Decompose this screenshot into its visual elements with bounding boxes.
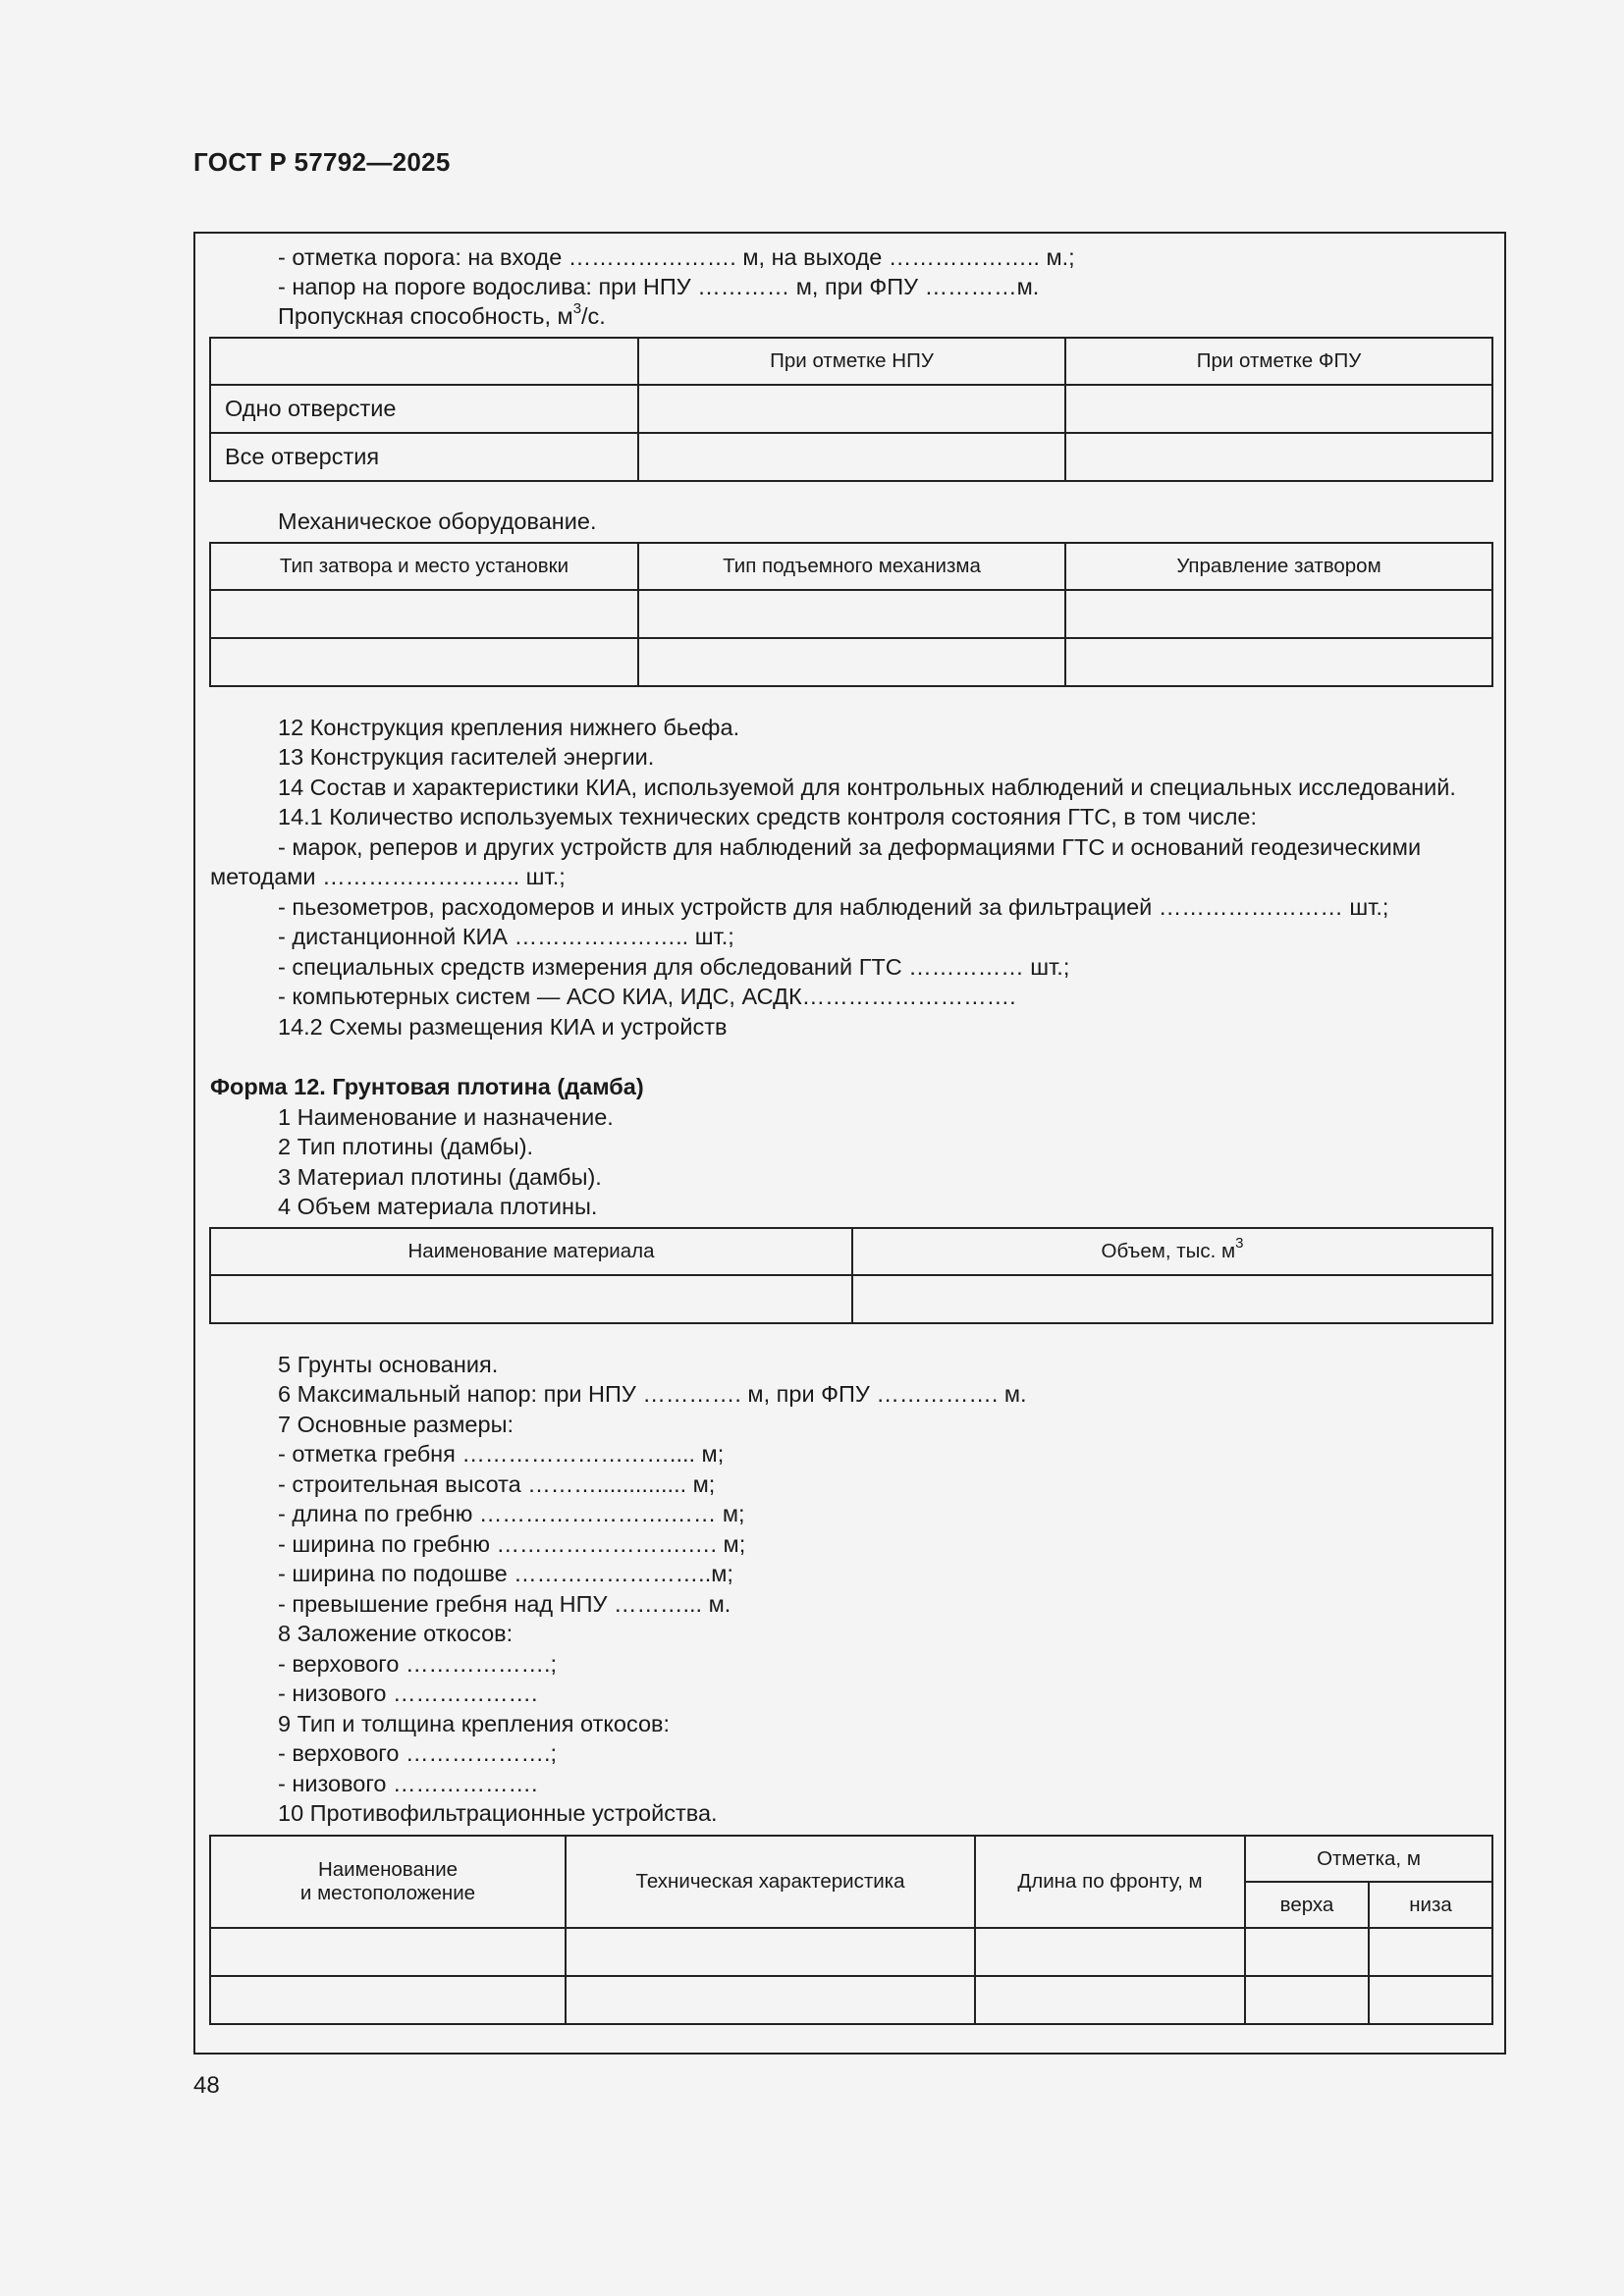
name-header-line-2: и местоположение bbox=[299, 1882, 476, 1904]
table-cell bbox=[1369, 1976, 1492, 2024]
table-cell: Все отверстия bbox=[210, 433, 638, 481]
table-row bbox=[210, 385, 1492, 433]
text-line: 6 Максимальный напор: при НПУ …………. м, при ФПУ ……………. м. bbox=[278, 1381, 1027, 1407]
text-line: - марок, реперов и других устройств для наблюдений за деформациями ГТС и оснований геодезическими bbox=[278, 834, 1422, 860]
table-row bbox=[210, 590, 1492, 638]
table-row bbox=[210, 1976, 1492, 2024]
text-line: 7 Основные размеры: bbox=[278, 1412, 514, 1437]
text-line-threshold: - отметка порога: на входе …………………. м, на выходе ……………….. м.; bbox=[278, 244, 1075, 270]
text-line-head: - напор на пороге водослива: при НПУ ………… м, при ФПУ …………м. bbox=[278, 274, 1040, 299]
table-cell bbox=[210, 638, 638, 686]
text-line: - компьютерных систем — АСО КИА, ИДС, АСДК………………………. bbox=[278, 984, 1016, 1009]
mech-heading: Механическое оборудование. bbox=[278, 508, 597, 534]
text-line: - превышение гребня над НПУ ………... м. bbox=[278, 1591, 731, 1617]
table-cell bbox=[638, 638, 1065, 686]
text-line: 2 Тип плотины (дамбы). bbox=[278, 1134, 534, 1159]
text-line: 12 Конструкция крепления нижнего бьефа. bbox=[278, 715, 740, 740]
text-line: 5 Грунты основания. bbox=[278, 1352, 499, 1377]
text-line: 9 Тип и толщина крепления откосов: bbox=[278, 1711, 671, 1736]
table-cell bbox=[1245, 1976, 1369, 2024]
table-cell: Одно отверстие bbox=[210, 385, 638, 433]
table-row bbox=[210, 638, 1492, 686]
text-line: - ширина по подошве ……………………..м; bbox=[278, 1561, 733, 1586]
table-cell bbox=[210, 590, 638, 638]
name-header-line-1: Наименование bbox=[317, 1858, 459, 1881]
table-header-cell bbox=[210, 1836, 566, 1928]
table-header-cell: Отметка, м bbox=[1245, 1836, 1492, 1882]
table-header-cell: Длина по фронту, м bbox=[975, 1836, 1245, 1928]
volume-header-text: Объем, тыс. м bbox=[1101, 1240, 1236, 1262]
table-cell bbox=[210, 1928, 566, 1976]
text-line: - ширина по гребню …………………….…. м; bbox=[278, 1531, 746, 1557]
capacity-table bbox=[209, 337, 1493, 482]
capacity-label: Пропускная способность, м bbox=[278, 303, 573, 329]
text-line-capacity bbox=[278, 301, 606, 331]
capacity-sup: 3 bbox=[572, 300, 582, 318]
table-cell bbox=[1065, 433, 1492, 481]
text-line: 13 Конструкция гасителей энергии. bbox=[278, 744, 655, 770]
text-line: - пьезометров, расходомеров и иных устройств для наблюдений за фильтрацией …………………… шт.; bbox=[278, 894, 1389, 920]
text-line: 10 Противофильтрационные устройства. bbox=[278, 1800, 718, 1826]
text-line: - верхового ……………….; bbox=[278, 1651, 558, 1677]
table-cell bbox=[1369, 1928, 1492, 1976]
table-header-cell: низа bbox=[1369, 1882, 1492, 1928]
table-header-cell: Тип подъемного механизма bbox=[638, 543, 1065, 590]
text-line: - низового ………………. bbox=[278, 1681, 538, 1706]
table-header-cell: Тип затвора и место установки bbox=[210, 543, 638, 590]
capacity-unit: /с. bbox=[581, 303, 606, 329]
table-cell bbox=[852, 1275, 1492, 1323]
table-header-cell: При отметке ФПУ bbox=[1065, 338, 1492, 385]
table-cell bbox=[1065, 385, 1492, 433]
table-cell bbox=[975, 1928, 1245, 1976]
text-line: - специальных средств измерения для обследований ГТС …………… шт.; bbox=[278, 954, 1070, 980]
document-code-header: ГОСТ Р 57792—2025 bbox=[193, 147, 451, 177]
page-number: 48 bbox=[193, 2072, 220, 2099]
text-line: 3 Материал плотины (дамбы). bbox=[278, 1164, 602, 1190]
text-line: методами …………………….. шт.; bbox=[210, 864, 566, 889]
table-cell bbox=[1065, 638, 1492, 686]
text-line: 4 Объем материала плотины. bbox=[278, 1194, 598, 1219]
text-line: - длина по гребню …………………….…… м; bbox=[278, 1501, 745, 1526]
table-header-cell: Техническая характеристика bbox=[566, 1836, 975, 1928]
material-volume-table bbox=[209, 1227, 1493, 1324]
table-cell bbox=[975, 1976, 1245, 2024]
volume-header-sup: 3 bbox=[1235, 1235, 1244, 1253]
text-line: - строительная высота ……….............. м; bbox=[278, 1471, 716, 1497]
text-line: - дистанционной КИА ………………….. шт.; bbox=[278, 924, 734, 949]
anti-filtration-table bbox=[209, 1835, 1493, 2025]
mechanical-equipment-table bbox=[209, 542, 1493, 687]
table-cell bbox=[1065, 590, 1492, 638]
form-12-title: Форма 12. Грунтовая плотина (дамба) bbox=[210, 1074, 644, 1099]
text-line: 14.1 Количество используемых технических средств контроля состояния ГТС, в том числе: bbox=[278, 804, 1258, 829]
table-cell bbox=[210, 1275, 852, 1323]
table-cell bbox=[638, 385, 1065, 433]
table-cell bbox=[566, 1928, 975, 1976]
table-header-cell: Наименование материала bbox=[210, 1228, 852, 1275]
table-header-cell bbox=[210, 338, 638, 385]
text-line: 14 Состав и характеристики КИА, используемой для контрольных наблюдений и специальных исследований. bbox=[278, 774, 1456, 800]
text-line: 1 Наименование и назначение. bbox=[278, 1104, 614, 1130]
table-row bbox=[210, 1275, 1492, 1323]
table-cell bbox=[638, 590, 1065, 638]
table-header-cell bbox=[852, 1228, 1492, 1275]
table-header-cell: При отметке НПУ bbox=[638, 338, 1065, 385]
text-line: - верхового ……………….; bbox=[278, 1740, 558, 1766]
text-line: - отметка гребня ……………………….... м; bbox=[278, 1441, 725, 1467]
text-line: 8 Заложение откосов: bbox=[278, 1621, 514, 1646]
table-header-cell: Управление затвором bbox=[1065, 543, 1492, 590]
table-cell bbox=[566, 1976, 975, 2024]
table-row bbox=[210, 433, 1492, 481]
table-header-cell: верха bbox=[1245, 1882, 1369, 1928]
table-cell bbox=[1245, 1928, 1369, 1976]
table-cell bbox=[210, 1976, 566, 2024]
table-cell bbox=[638, 433, 1065, 481]
table-row bbox=[210, 1928, 1492, 1976]
text-line: 14.2 Схемы размещения КИА и устройств bbox=[278, 1014, 728, 1040]
text-line: - низового ………………. bbox=[278, 1771, 538, 1796]
